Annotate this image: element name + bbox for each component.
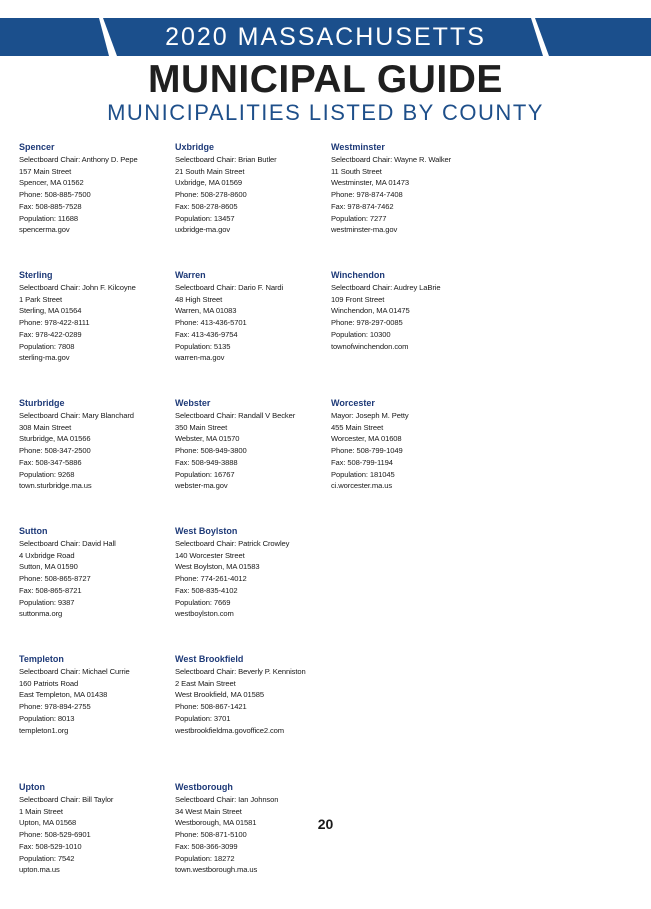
municipality-detail-line: Fax: 508-278-8605 [175,201,238,211]
municipality-detail-line: 160 Patriots Road [19,678,79,688]
municipality-detail-line: Phone: 978-422-8111 [19,318,90,328]
page-title: MUNICIPAL GUIDE [148,58,503,101]
municipality-detail-line: Population: 3701 [175,713,231,723]
municipality-detail-line: Webster, MA 01570 [175,434,240,444]
municipality-detail-line: Fax: 978-874-7462 [331,201,394,211]
municipality-detail-line: Population: 9268 [19,469,75,479]
municipality-entry [175,653,325,763]
municipality-entry [175,781,325,891]
municipality-detail-line: Fax: 508-865-8721 [19,585,82,595]
municipality-detail-line: Phone: 774-261-4012 [175,574,247,584]
page-subtitle: MUNICIPALITIES LISTED BY COUNTY [107,100,544,125]
municipality-entry [175,269,325,379]
municipality-detail-line: Phone: 413-436-5701 [175,318,247,328]
municipality-detail-line: 455 Main Street [331,422,384,432]
municipality-detail-line: westminster-ma.gov [331,225,398,235]
column-3 [331,141,481,525]
municipality-name: Spencer [19,142,55,152]
municipality-detail-line: 21 South Main Street [175,166,245,176]
municipality-entry [331,397,481,507]
municipality-detail-line: templeton1.org [19,725,69,735]
municipality-detail-line: Selectboard Chair: Wayne R. Walker [331,155,452,164]
municipality-detail-line: Sturbridge, MA 01566 [19,434,91,444]
municipality-detail-line: East Templeton, MA 01438 [19,690,108,700]
municipality-entry [19,781,169,891]
municipality-detail-line: Phone: 508-867-1421 [175,702,247,712]
municipality-detail-line: Population: 7542 [19,853,75,863]
municipality-detail-line: 350 Main Street [175,422,228,432]
municipality-detail-line: Population: 13457 [175,213,235,223]
municipality-detail-line: Phone: 978-894-2755 [19,702,91,712]
municipality-detail-line: westboylston.com [175,609,234,619]
municipality-detail-line: spencerma.gov [19,225,70,235]
municipality-detail-line: Fax: 508-366-3099 [175,841,238,851]
municipality-detail-line: 48 High Street [175,294,223,304]
municipality-detail-line: westbrookfieldma.govoffice2.com [175,725,285,735]
municipality-detail-line: Westminster, MA 01473 [331,178,409,188]
municipality-detail-line: Phone: 978-297-0085 [331,318,403,328]
municipality-entry [19,397,169,507]
municipality-detail-line: town.westborough.ma.us [175,865,258,875]
municipality-detail-line: Population: 5135 [175,341,231,351]
municipality-name: Westminster [331,142,385,152]
municipality-detail-line: Phone: 508-865-8727 [19,574,91,584]
municipality-detail-line: Population: 16767 [175,469,235,479]
municipality-name: Sterling [19,270,53,280]
municipality-detail-line: Selectboard Chair: Ian Johnson [175,795,279,804]
municipality-name: Sutton [19,526,48,536]
municipality-detail-line: Phone: 508-278-8600 [175,190,247,200]
municipality-detail-line: 2 East Main Street [175,678,236,688]
municipality-detail-line: Selectboard Chair: Mary Blanchard [19,411,134,420]
municipality-detail-line: West Boylston, MA 01583 [175,562,260,572]
municipality-detail-line: Phone: 508-871-5100 [175,830,247,840]
municipality-detail-line: Population: 7277 [331,213,387,223]
municipality-detail-line: Selectboard Chair: Audrey LaBrie [331,283,441,292]
municipality-name: Uxbridge [175,142,215,152]
municipality-name: Westborough [175,782,233,792]
municipality-detail-line: Fax: 508-949-3888 [175,457,238,467]
municipality-detail-line: 11 South Street [331,166,382,176]
municipality-detail-line: Selectboard Chair: Brian Butler [175,155,277,164]
municipality-detail-line: 34 West Main Street [175,806,242,816]
municipality-detail-line: Selectboard Chair: Dario F. Nardi [175,283,284,292]
municipality-detail-line: sterling-ma.gov [19,353,70,363]
municipality-entry [175,141,325,251]
page-number: 20 [317,816,334,832]
municipality-detail-line: Worcester, MA 01608 [331,434,402,444]
municipality-detail-line: Fax: 978-422-0289 [19,329,82,339]
municipality-detail-line: 109 Front Street [331,294,385,304]
municipality-detail-line: Population: 8013 [19,713,75,723]
municipality-name: Winchendon [331,270,385,280]
column-1 [19,141,169,909]
municipality-detail-line: Selectboard Chair: Bill Taylor [19,795,114,804]
municipality-detail-line: Westborough, MA 01581 [175,818,257,828]
municipality-name: West Brookfield [175,654,244,664]
municipality-detail-line: suttonma.org [19,609,63,619]
municipality-detail-line: Fax: 508-529-1010 [19,841,82,851]
municipality-detail-line: 157 Main Street [19,166,72,176]
municipality-detail-line: Winchendon, MA 01475 [331,306,410,316]
municipality-detail-line: Uxbridge, MA 01569 [175,178,243,188]
municipality-detail-line: Fax: 508-835-4102 [175,585,238,595]
municipality-detail-line: Population: 11688 [19,213,78,223]
municipality-detail-line: 308 Main Street [19,422,72,432]
municipality-detail-line: Population: 18272 [175,853,235,863]
municipality-detail-line: town.sturbridge.ma.us [19,481,92,491]
municipality-detail-line: Phone: 508-949-3800 [175,446,247,456]
municipality-detail-line: Phone: 508-885-7500 [19,190,91,200]
municipality-name: West Boylston [175,526,238,536]
municipality-detail-line: Fax: 413-436-9754 [175,329,238,339]
municipality-detail-line: 140 Worcester Street [175,550,245,560]
municipality-entry [175,397,325,507]
municipality-entry [19,269,169,379]
municipality-detail-line: Mayor: Joseph M. Petty [331,411,409,420]
municipality-detail-line: Fax: 508-885-7528 [19,201,82,211]
municipality-name: Templeton [19,654,64,664]
municipality-detail-line: Sutton, MA 01590 [19,562,78,572]
municipality-detail-line: Fax: 508-799-1194 [331,457,393,467]
municipality-name: Webster [175,398,211,408]
municipality-detail-line: Fax: 508-347-5886 [19,457,82,467]
municipality-detail-line: Selectboard Chair: Randall V Becker [175,411,296,420]
municipality-name: Warren [175,270,206,280]
municipality-entry [19,653,169,763]
municipality-detail-line: uxbridge-ma.gov [175,225,231,235]
municipality-detail-line: Selectboard Chair: John F. Kilcoyne [19,283,136,292]
municipality-detail-line: 4 Uxbridge Road [19,550,75,560]
municipality-detail-line: Selectboard Chair: Beverly P. Kenniston [175,667,306,676]
column-2 [175,141,325,909]
municipality-name: Worcester [331,398,375,408]
municipality-detail-line: 1 Main Street [19,806,63,816]
municipality-detail-line: Population: 7669 [175,597,231,607]
municipality-detail-line: warren-ma.gov [175,353,225,363]
municipality-detail-line: Sterling, MA 01564 [19,306,82,316]
municipality-detail-line: Selectboard Chair: Michael Currie [19,667,130,676]
municipality-detail-line: Population: 9387 [19,597,75,607]
municipality-detail-line: Phone: 508-799-1049 [331,446,403,456]
municipality-detail-line: Population: 181045 [331,469,395,479]
municipality-entry [175,525,325,635]
municipality-detail-line: 1 Park Street [19,294,63,304]
municipality-detail-line: webster-ma.gov [175,481,228,491]
municipality-detail-line: Phone: 978-874-7408 [331,190,403,200]
banner-title: 2020 MASSACHUSETTS [165,23,486,51]
municipality-name: Upton [19,782,45,792]
municipality-detail-line: Population: 7808 [19,341,75,351]
municipality-detail-line: upton.ma.us [19,865,60,875]
municipality-entry [19,525,169,635]
municipality-detail-line: Selectboard Chair: Patrick Crowley [175,539,290,548]
municipality-detail-line: West Brookfield, MA 01585 [175,690,264,700]
municipality-detail-line: Phone: 508-347-2500 [19,446,91,456]
municipality-entry [19,141,169,251]
municipality-name: Sturbridge [19,398,65,408]
municipality-detail-line: Spencer, MA 01562 [19,178,84,188]
municipality-detail-line: Phone: 508-529-6901 [19,830,91,840]
municipality-detail-line: Selectboard Chair: Anthony D. Pepe [19,155,138,164]
municipality-detail-line: Selectboard Chair: David Hall [19,539,116,548]
municipality-entry [331,269,481,379]
municipality-detail-line: townofwinchendon.com [331,341,409,351]
municipality-entry [331,141,481,251]
municipality-detail-line: Warren, MA 01083 [175,306,237,316]
municipality-detail-line: ci.worcester.ma.us [331,481,393,491]
municipality-detail-line: Upton, MA 01568 [19,818,77,828]
municipality-detail-line: Population: 10300 [331,329,391,339]
